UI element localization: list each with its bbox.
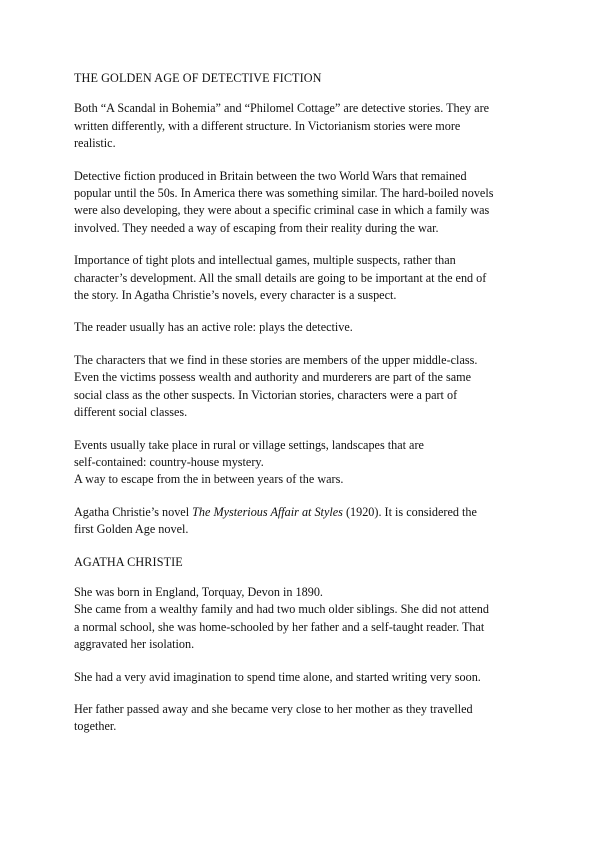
paragraph (74, 252, 530, 304)
section-heading: AGATHA CHRISTIE (74, 554, 183, 569)
text-line: social class as the other suspects. In Victorian stories, characters were a part of (74, 387, 458, 402)
text-line: self-contained: country-house mystery. (74, 454, 264, 469)
novel-title: The Mysterious Affair at Styles (192, 504, 343, 519)
text-line: aggravated her isolation. (74, 637, 195, 652)
text-line: A way to escape from the in between years of the wars. (74, 472, 344, 487)
paragraph (74, 701, 530, 736)
text-line: Detective fiction produced in Britain between the two World Wars that remained (74, 168, 467, 183)
text-line: first Golden Age novel. (74, 522, 189, 537)
text-line: Events usually take place in rural or village settings, landscapes that are (74, 437, 424, 452)
section-heading: THE GOLDEN AGE OF DETECTIVE FICTION (74, 71, 322, 85)
paragraph (74, 504, 530, 539)
text-line: popular until the 50s. In America there was something similar. The hard-boiled novels (74, 186, 494, 201)
paragraph (74, 669, 530, 686)
text-line: The characters that we find in these stories are members of the upper middle-class. (74, 352, 478, 367)
paragraph (74, 584, 530, 654)
text-line (74, 504, 530, 521)
paragraph (74, 437, 530, 489)
text-line: together. (74, 719, 117, 734)
text-line: She was born in England, Torquay, Devon in 1890. (74, 584, 323, 599)
text-line: Importance of tight plots and intellectual games, multiple suspects, rather than (74, 253, 456, 268)
text-line: the story. In Agatha Christie’s novels, every character is a suspect. (74, 288, 397, 303)
text-run: Agatha Christie’s novel (74, 504, 193, 519)
text-line: The reader usually has an active role: plays the detective. (74, 320, 353, 335)
text-line: She had a very avid imagination to spend time alone, and started writing very soon. (74, 669, 481, 684)
text-line: a normal school, she was home-schooled by her father and a self-taught reader. That (74, 619, 485, 634)
text-line: different social classes. (74, 405, 188, 420)
paragraph (74, 352, 530, 422)
paragraph (74, 319, 530, 336)
paragraph (74, 100, 530, 152)
paragraph (74, 168, 530, 238)
text-line: were also developing, they were about a specific criminal case in which a family was (74, 203, 490, 218)
text-line: involved. They needed a way of escaping from their reality during the war. (74, 220, 439, 235)
text-line: written differently, with a different structure. In Victorianism stories were more (74, 118, 461, 133)
text-line: realistic. (74, 136, 116, 151)
text-line: character’s development. All the small details are going to be important at the end of (74, 270, 487, 285)
text-run: (1920). It is considered the (342, 504, 477, 519)
text-line: Her father passed away and she became very close to her mother as they travelled (74, 701, 473, 716)
text-line: She came from a wealthy family and had two much older siblings. She did not attend (74, 602, 489, 617)
text-line: Both “A Scandal in Bohemia” and “Philomel Cottage” are detective stories. They are (74, 101, 490, 116)
text-line: Even the victims possess wealth and authority and murderers are part of the same (74, 370, 471, 385)
